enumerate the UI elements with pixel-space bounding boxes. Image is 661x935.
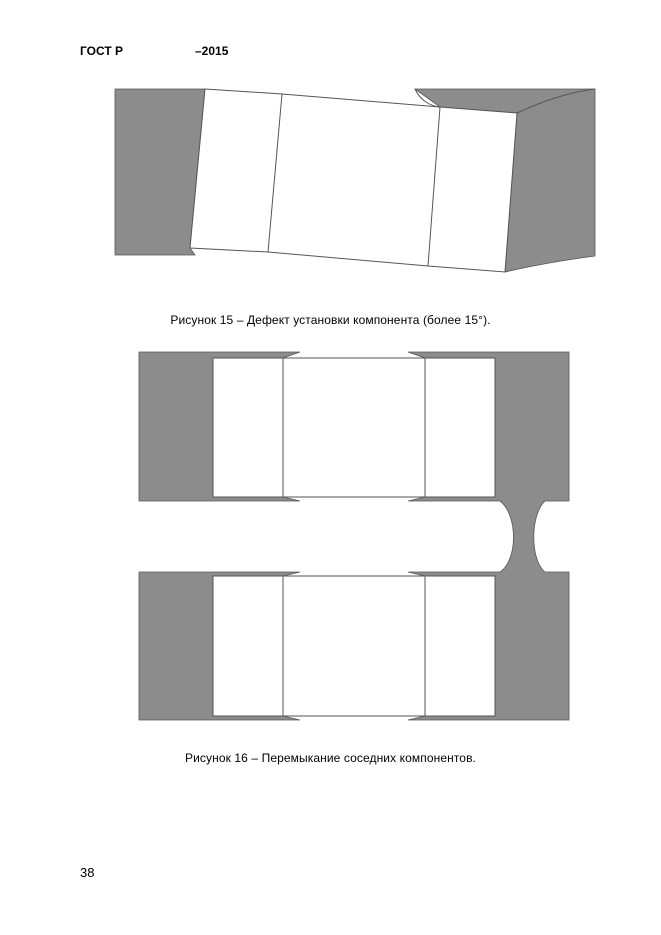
figure-15 (0, 85, 661, 275)
top-component-body (213, 358, 495, 497)
page-number: 38 (80, 865, 95, 880)
figure-16 (0, 350, 661, 725)
figure-15-caption: Рисунок 15 – Дефект установки компонента (более 15°). (170, 313, 491, 327)
rotated-component-body (190, 89, 517, 272)
standard-code: ГОСТ Р (80, 44, 124, 58)
bottom-component-body (213, 576, 495, 716)
figure-16-drawing (0, 350, 661, 725)
figure-16-caption: Рисунок 16 – Перемыкание соседних компонентов. (185, 751, 476, 765)
standard-year: –2015 (195, 44, 229, 58)
document-header (80, 44, 229, 58)
figure-15-drawing (0, 85, 661, 275)
